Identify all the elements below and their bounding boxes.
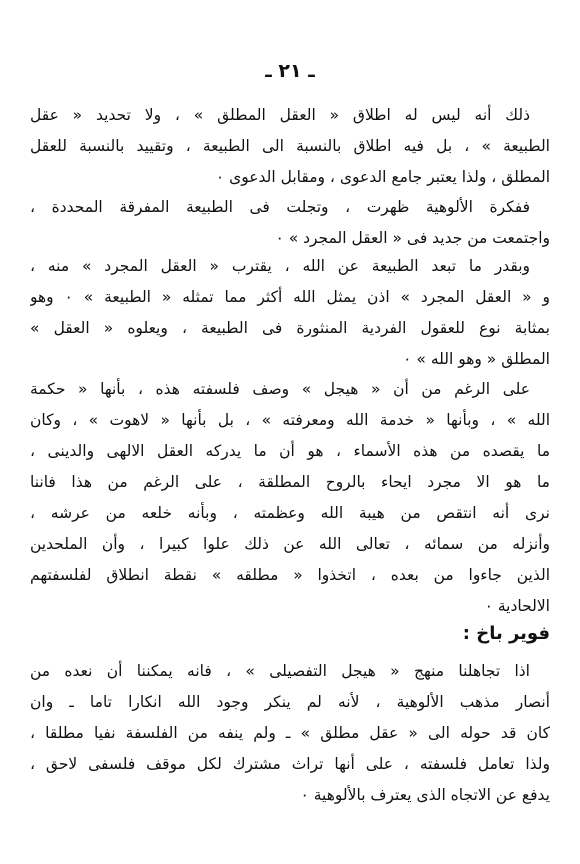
text-line: نرى أنه انتقص من هيبة الله وعظمته ، وبأنه خلعه من عرشه ، — [30, 504, 550, 522]
page-number: ـ ٢١ ـ — [265, 60, 315, 82]
text-line: ما هو الا مجرد ايحاء بالروح المطلقة ، على الرغم من هذا فاننا — [30, 473, 550, 491]
text-line: اذا تجاهلنا منهج « هيجل التفصيلى » ، فانه يمكننا أن نعده من — [30, 662, 530, 680]
paragraph-1 — [30, 100, 550, 193]
paragraph-3 — [30, 251, 550, 375]
paragraph-5 — [30, 656, 550, 811]
text-line: على الرغم من أن « هيجل » وصف فلسفته هذه ، بأنها « حكمة — [30, 380, 530, 398]
paragraph-4 — [30, 374, 550, 622]
text-line: واجتمعت من جديد فى « العقل المجرد » ٠ — [275, 229, 550, 247]
text-line: كان قد حوله الى « عقل مطلق » ـ ولم ينفه من الفلسفة نفيا مطلقا ، — [30, 724, 550, 742]
text-line: الله » ، وبأنها « خدمة الله ومعرفته » ، بل بأنها « لاهوت » ، وكان — [30, 411, 550, 429]
text-line: وأنزله من سمائه ، تعالى الله عن ذلك علوا كبيرا ، وأن الملحدين — [30, 535, 550, 553]
section-heading: فوير باخ : — [462, 623, 550, 644]
text-line: المطلق ، ولذا يعتبر جامع الدعوى ، ومقابل الدعوى ٠ — [215, 168, 550, 186]
text-line: ففكرة الألوهية ظهرت ، وتجلت فى الطبيعة المفرقة المحددة ، — [30, 198, 530, 216]
text-line: ولذا تعامل فلسفته ، على أنها تراث مشترك لكل موقف فلسفى لاحق ، — [30, 755, 550, 773]
text-line: الذين جاءوا من بعده ، اتخذوا « مطلقه » نقطة انطلاق لفلسفتهم — [30, 566, 550, 584]
text-line: و « العقل المجرد » اذن يمثل الله أكثر مما تمثله « الطبيعة » ٠ وهو — [30, 288, 550, 306]
text-line: الطبيعة » ، بل فيه اطلاق بالنسبة الى الطبيعة ، وتقييد بالنسبة للعقل — [30, 137, 550, 155]
text-line: يدفع عن الاتجاه الذى يعترف بالألوهية ٠ — [300, 786, 550, 804]
text-line: ذلك أنه ليس له اطلاق « العقل المطلق » ، ولا تحديد « عقل — [30, 106, 530, 124]
text-line: أنصار مذهب الألوهية ، لأنه لم ينكر وجود الله انكارا تاما ـ وان — [30, 693, 550, 711]
text-line: ما يقصده من هذه الأسماء ، هو أن ما يدركه العقل الالهى والدينى ، — [30, 442, 550, 460]
text-line: الالحادية ٠ — [484, 597, 550, 615]
text-line: بمثابة نوع للعقول الفردية المنثورة فى الطبيعة ، ويعلوه « العقل » — [30, 319, 550, 337]
paragraph-2 — [30, 192, 550, 254]
text-line: وبقدر ما تبعد الطبيعة عن الله ، يقترب « العقل المجرد » منه ، — [30, 257, 530, 275]
text-line: المطلق « وهو الله » ٠ — [403, 350, 550, 368]
